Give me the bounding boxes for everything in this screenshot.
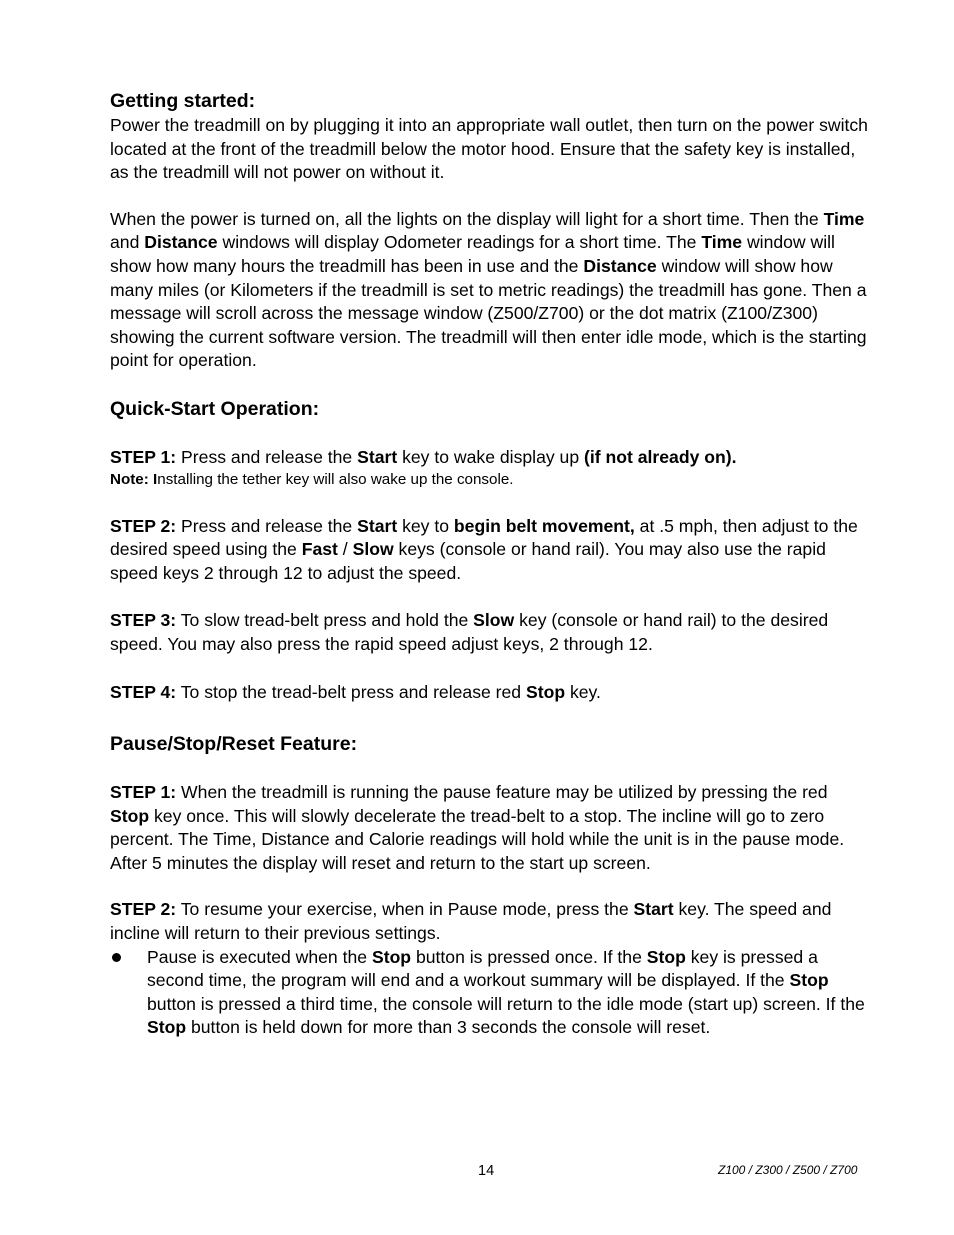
bold-text: begin belt movement,: [453, 515, 635, 536]
bold-text: Stop: [525, 681, 566, 702]
bold-text: Note: I: [110, 470, 158, 488]
bold-text: Time: [823, 208, 865, 229]
bold-text: Start: [357, 446, 398, 467]
text-run: button is pressed once. If the: [411, 946, 647, 967]
bold-text: Fast: [301, 539, 338, 560]
bold-text: STEP 3:: [110, 610, 177, 631]
pause-step-2: [110, 898, 870, 945]
bold-text: (if not already on).: [584, 446, 737, 467]
bold-text: Distance: [583, 255, 657, 276]
bold-text: STEP 1:: [110, 446, 177, 467]
text-run: Pause is executed when the: [147, 946, 372, 967]
text-run: window will show how many hours the treadmill has been in use and the: [110, 232, 835, 276]
manual-page: [110, 88, 870, 1040]
bold-text: Start: [633, 899, 674, 920]
quick-start-note: [110, 470, 870, 490]
text-run: window will show how many miles (or Kilometers if the treadmill is set to metric readings) the treadmill has gone. Then a message will scroll across the message window (Z500/Z700) or the dot matrix (Z100/Z300) showing the current software version. The treadmill will then enter idle mode, which is the starting point for operation.: [110, 255, 867, 371]
bold-text: Distance: [144, 232, 218, 253]
quick-start-step-3: [110, 609, 870, 656]
text-run: key once. This will slowly decelerate the tread-belt to a stop. The incline will go to zero percent. The Time, Distance and Calorie readings will hold while the unit is in the pause mode. After 5 minutes the display will reset and return to the start up screen.: [110, 805, 845, 873]
bold-text: Slow: [352, 539, 394, 560]
bold-text: STEP 4:: [110, 681, 177, 702]
section-heading-quick-start: Quick-Start Operation:: [110, 397, 320, 420]
bold-text: STEP 2:: [110, 515, 177, 536]
text-run: and: [110, 232, 145, 253]
text-run: key to wake display up: [397, 446, 584, 467]
text-run: key. The speed and incline will return to their previous settings.: [110, 899, 832, 944]
paragraph-display-startup: [110, 208, 870, 373]
bold-text: Stop: [646, 946, 686, 967]
quick-start-step-1: [110, 446, 870, 470]
bold-text: Stop: [147, 1017, 187, 1038]
section-heading-getting-started: Getting started:: [110, 90, 256, 112]
text-run: button is held down for more than 3 seconds the console will reset.: [186, 1017, 711, 1038]
text-run: To stop the tread-belt press and release red: [176, 681, 526, 702]
footer-model-list: Z100 / Z300 / Z500 / Z700: [718, 1163, 858, 1177]
text-run: key (console or hand rail) to the desired speed. You may also press the rapid speed adjust keys, 2 through 12.: [110, 610, 829, 654]
text-run: Press and release the: [176, 515, 358, 536]
text-run: key to: [397, 515, 454, 536]
page-number: 14: [478, 1163, 495, 1179]
pause-bullet-item: [110, 946, 870, 1040]
bold-text: STEP 2:: [110, 899, 177, 920]
text-run: key is pressed a second time, the program will end and a workout summary will be displayed. If the: [147, 946, 818, 991]
quick-start-step-2: [110, 515, 870, 586]
quick-start-step-4: [110, 681, 870, 705]
text-run: at .5 mph, then adjust to the desired speed using the: [110, 515, 858, 560]
bold-text: Stop: [371, 946, 412, 967]
text-run: To resume your exercise, when in Pause mode, press the: [176, 899, 634, 920]
pause-bullet-text: [147, 946, 870, 1040]
bold-text: Stop: [789, 970, 829, 991]
section-heading-pause-stop-reset: Pause/Stop/Reset Feature:: [110, 733, 358, 756]
paragraph-power-on: Power the treadmill on by plugging it into an appropriate wall outlet, then turn on the power switch located at the front of the treadmill below the motor hood. Ensure that the safety key is installed, as the treadmill will not power on without it.: [110, 115, 868, 183]
pause-step-1: [110, 781, 870, 875]
text-run: When the treadmill is running the pause feature may be utilized by pressing the red: [176, 782, 828, 803]
text-run: keys (console or hand rail). You may also use the rapid speed keys 2 through 12 to adjust the speed.: [110, 539, 826, 583]
text-run: Press and release the: [176, 446, 358, 467]
bold-text: Start: [357, 515, 398, 536]
bold-text: Slow: [473, 610, 515, 631]
text-run: windows will display Odometer readings for a short time. The: [217, 232, 702, 253]
bullet-dot-icon: [112, 953, 121, 962]
bold-text: STEP 1:: [110, 782, 177, 803]
text-run: button is pressed a third time, the console will return to the idle mode (start up) screen. If the: [147, 993, 865, 1014]
text-run: To slow tread-belt press and hold the: [176, 610, 474, 631]
text-run: When the power is turned on, all the lights on the display will light for a short time. Then the: [110, 208, 824, 229]
bold-text: Stop: [110, 805, 150, 826]
text-run: nstalling the tether key will also wake up the console.: [157, 470, 514, 488]
bold-text: Time: [701, 232, 743, 253]
text-run: key.: [565, 681, 601, 702]
text-run: /: [337, 539, 353, 560]
